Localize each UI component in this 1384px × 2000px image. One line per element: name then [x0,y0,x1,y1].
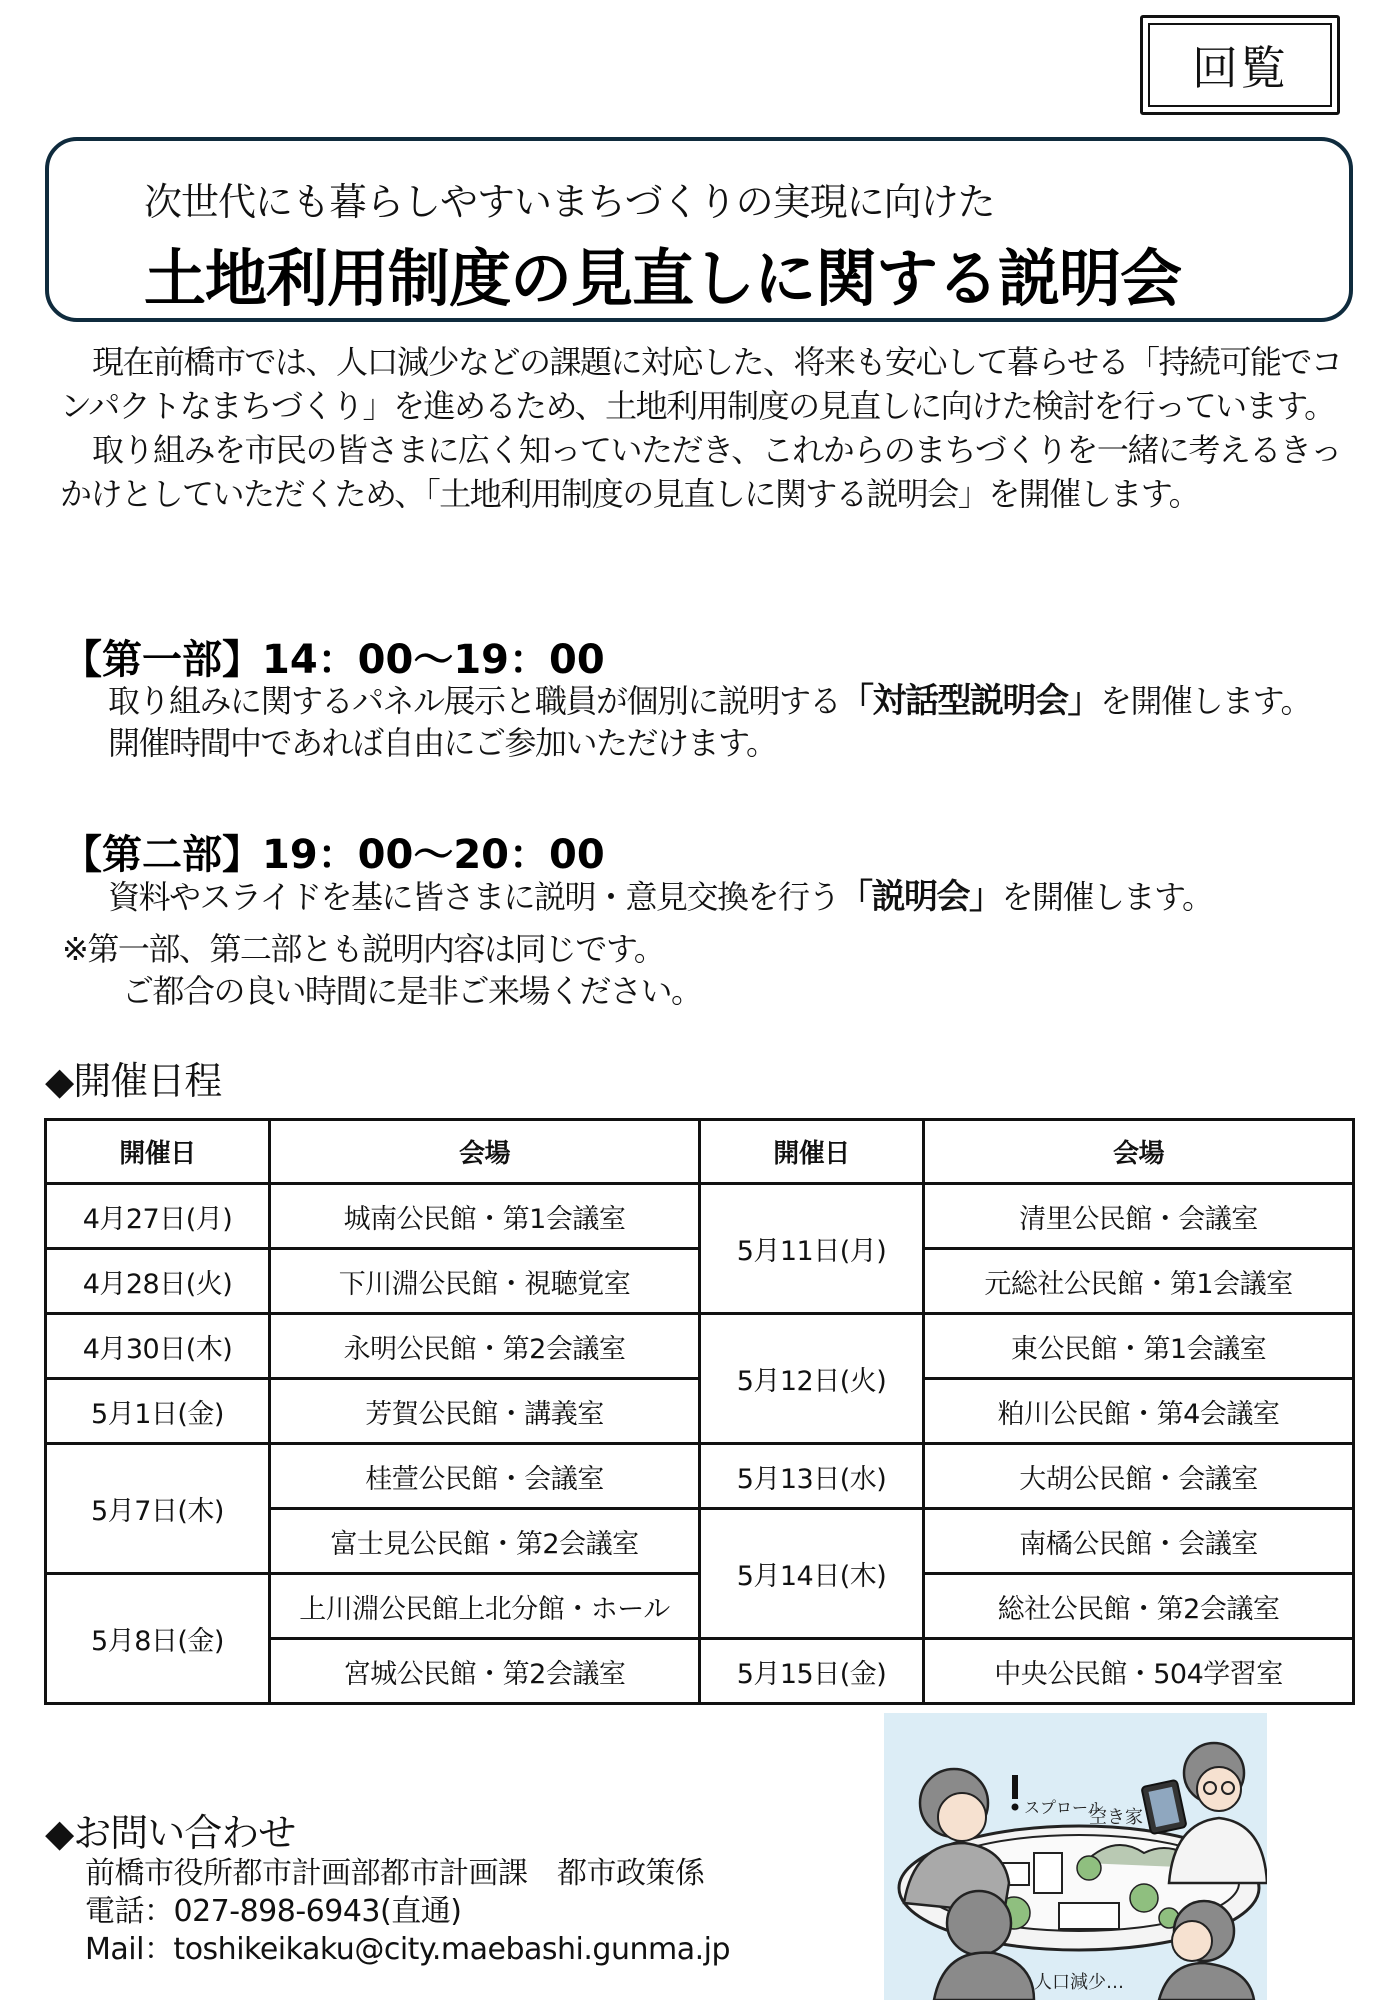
venue-cell: 粕川公民館・第4会議室 [924,1379,1354,1444]
header-venue-right: 会場 [924,1120,1354,1184]
intro-text [60,340,1350,516]
table-row [46,1184,1354,1249]
table-row [46,1444,1354,1509]
venue-cell: 芳賀公民館・講義室 [270,1379,700,1444]
date-cell: 4月30日(木) [46,1314,270,1379]
circulation-stamp-label: 回覧 [1148,23,1332,107]
intro-paragraph-2: 取り組みを市民の皆さまに広く知っていただき、これからのまちづくりを一緒に考えるきっかけとしていただくため、「土地利用制度の見直しに関する説明会」を開催します。 [60,431,1341,513]
part-2-body [108,876,1348,918]
venue-cell: 城南公民館・第1会議室 [270,1184,700,1249]
title-box [45,137,1353,322]
part-2-emphasis: 「説明会」 [839,877,1002,917]
date-cell: 5月12日(火) [700,1314,924,1444]
venue-cell: 元総社公民館・第1会議室 [924,1249,1354,1314]
illustration-label-population-decline: 人口減少… [1034,1972,1124,1993]
date-cell: 4月28日(火) [46,1249,270,1314]
venue-cell: 大胡公民館・会議室 [924,1444,1354,1509]
contact-phone: 電話：027-898-6943(直通) [85,1894,462,1929]
part-1-emphasis: 「対話型説明会」 [840,681,1101,721]
venue-cell: 中央公民館・504学習室 [924,1639,1354,1704]
date-cell: 5月13日(水) [700,1444,924,1509]
contact-heading: ◆お問い合わせ [45,1811,296,1855]
header-date-right: 開催日 [700,1120,924,1184]
part-2-text-end: を開催します。 [1001,878,1213,916]
venue-cell: 宮城公民館・第2会議室 [270,1639,700,1704]
people-discussing-city-model-illustration [884,1713,1267,2000]
venue-cell: 永明公民館・第2会議室 [270,1314,700,1379]
venue-cell: 南橘公民館・会議室 [924,1509,1354,1574]
schedule-heading: ◆開催日程 [45,1059,222,1103]
date-cell: 5月15日(金) [700,1639,924,1704]
part-1-text: 取り組みに関するパネル展示と職員が個別に説明する [108,682,841,720]
title-subtitle: 次世代にも暮らしやすいまちづくりの実現に向けた [144,180,995,224]
date-cell: 4月27日(月) [46,1184,270,1249]
date-cell: 5月7日(木) [46,1444,270,1574]
illustration-icon [884,1713,1267,2000]
contact-info [85,1855,730,1969]
venue-cell: 下川淵公民館・視聴覚室 [270,1249,700,1314]
header-venue-left: 会場 [270,1120,700,1184]
header-date-left: 開催日 [46,1120,270,1184]
date-cell: 5月8日(金) [46,1574,270,1704]
date-cell: 5月14日(木) [700,1509,924,1639]
circulation-stamp [1140,15,1340,115]
illustration-label-vacant-house: 空き家 [1089,1807,1143,1828]
contact-department: 前橋市役所都市計画部都市計画課 都市政策係 [85,1856,705,1891]
illustration-label-sprawl: スプロール [1024,1798,1104,1817]
date-cell: 5月1日(金) [46,1379,270,1444]
part-2-text: 資料やスライドを基に皆さまに説明・意見交換を行う [108,878,840,916]
intro-paragraph-1: 現在前橋市では、人口減少などの課題に対応した、将来も安心して暮らせる「持続可能でコンパクトなまちづくり」を進めるため、土地利用制度の見直しに向けた検討を行っています。 [60,343,1342,425]
part-1-body [108,680,1348,764]
venue-cell: 東公民館・第1会議室 [924,1314,1354,1379]
venue-cell: 上川淵公民館上北分館・ホール [270,1574,700,1639]
note-line-2: ご都合の良い時間に是非ご来場ください。 [122,972,702,1010]
date-cell: 5月11日(月) [700,1184,924,1314]
note-line-1: ※第一部、第二部とも説明内容は同じです。 [62,930,665,968]
schedule-table [44,1118,1355,1705]
part-1-line-2: 開催時間中であれば自由にご参加いただけます。 [108,724,777,762]
table-header-row [46,1120,1354,1184]
note [62,928,702,1012]
venue-cell: 富士見公民館・第2会議室 [270,1509,700,1574]
part-1-text-end: を開催します。 [1100,682,1311,720]
part-2-heading: 【第二部】19：00～20：00 [62,832,605,878]
contact-email[interactable]: Mail：toshikeikaku@city.maebashi.gunma.jp [85,1932,731,1967]
table-row [46,1314,1354,1379]
venue-cell: 桂萱公民館・会議室 [270,1444,700,1509]
venue-cell: 総社公民館・第2会議室 [924,1574,1354,1639]
page-title: 土地利用制度の見直しに関する説明会 [144,242,1182,315]
venue-cell: 清里公民館・会議室 [924,1184,1354,1249]
part-1-heading: 【第一部】14：00～19：00 [62,637,605,683]
